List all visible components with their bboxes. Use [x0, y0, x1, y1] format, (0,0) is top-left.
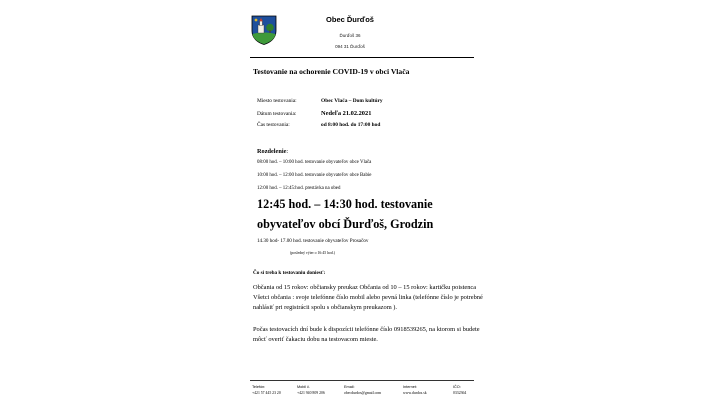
highlight-line-1: 12:45 hod. – 14:30 hod. testovanie — [257, 197, 433, 211]
requirements-paragraph-1: Občania od 15 rokov: občiansky preukaz Občania od 10 – 15 rokov: kartičku poistenca Všetci občania : svoje telefónne číslo mobil alebo pevná linka (telefónne číslo je potrebné nahlásiť pri registrácii spolu s občianskym preukazom ). — [253, 284, 483, 311]
address-line-2: 094 31 Ďurďoš — [335, 44, 365, 49]
footer-label: Telefón: — [252, 385, 266, 389]
document-title: Testovanie na ochorenie COVID-19 v obci Vlača — [253, 67, 410, 76]
info-row-location — [257, 98, 383, 104]
schedule-item: 10:00 hod. – 12:00 hod. testovanie obyvateľov obce Babie — [257, 173, 372, 178]
schedule-heading — [257, 148, 288, 155]
footer-value: obecdurdos@gmail.com — [344, 391, 382, 395]
footer-ico — [453, 384, 466, 396]
footer-mobile — [297, 384, 325, 396]
footer-internet — [403, 384, 427, 396]
requirements-paragraph-2: Počas testovacích dní bude k dispozícii telefónne číslo 0918539265, na ktorom si budete môcť overiť čakaciu dobu na testovacom mieste. — [253, 326, 480, 343]
footer-divider — [250, 380, 474, 381]
requirements-heading: Čo si treba k testovaniu doniesť: — [253, 270, 326, 276]
schedule-item: 12:00 hod. – 12:45:hod. prestávka na obed — [257, 186, 341, 191]
footer-value: 0332364 — [453, 391, 467, 395]
schedule-heading-text: Rozdelenie — [257, 148, 287, 155]
footer-label: Mobil č. — [297, 385, 311, 389]
info-label: Čas testovania: — [257, 122, 290, 128]
highlight-line-2: obyvateľov obcí Ďurďoš, Grodzin — [257, 217, 434, 231]
footer-label: Internet: — [403, 385, 417, 389]
requirements-heading-text: Čo si treba k testovaniu doniesť — [253, 270, 324, 276]
header-divider — [250, 57, 474, 58]
footer-email — [344, 384, 381, 396]
footer-phone — [252, 384, 281, 396]
schedule-heading-colon: : — [286, 148, 289, 155]
address-line-1: Ďurďoš 36 — [339, 33, 361, 38]
schedule-note: (posledný výter o 16:45 hod.) — [290, 251, 336, 255]
info-value: Obec Vlača – Dom kultúry — [321, 98, 383, 104]
info-row-time — [257, 122, 380, 128]
footer-label: Email: — [344, 385, 355, 389]
info-row-date — [257, 110, 371, 117]
footer-label: IČO: — [453, 385, 461, 389]
schedule-item-last: 14.30 hod- 17.00 hod. testovanie obyvateľov Prosačov — [257, 238, 369, 244]
footer-value: +421 940 809 206 — [297, 391, 325, 395]
coat-of-arms-icon — [251, 15, 277, 45]
info-label: Dátum testovania: — [257, 111, 297, 117]
schedule-item: 08:00 hod. – 10:00 hod. testovanie obyvateľov obce Vlača — [257, 160, 372, 165]
footer-value: +421 57 445 23 20 — [252, 391, 281, 395]
municipality-name: Obec Ďurďoš — [326, 15, 374, 24]
info-value: Nedeľa 21.02.2021 — [321, 110, 372, 117]
info-value: od 8:00 hod. do 17:00 hod — [321, 122, 381, 128]
info-label: Miesto testovania: — [257, 98, 297, 104]
footer-value: www.durdos.sk — [403, 391, 427, 395]
